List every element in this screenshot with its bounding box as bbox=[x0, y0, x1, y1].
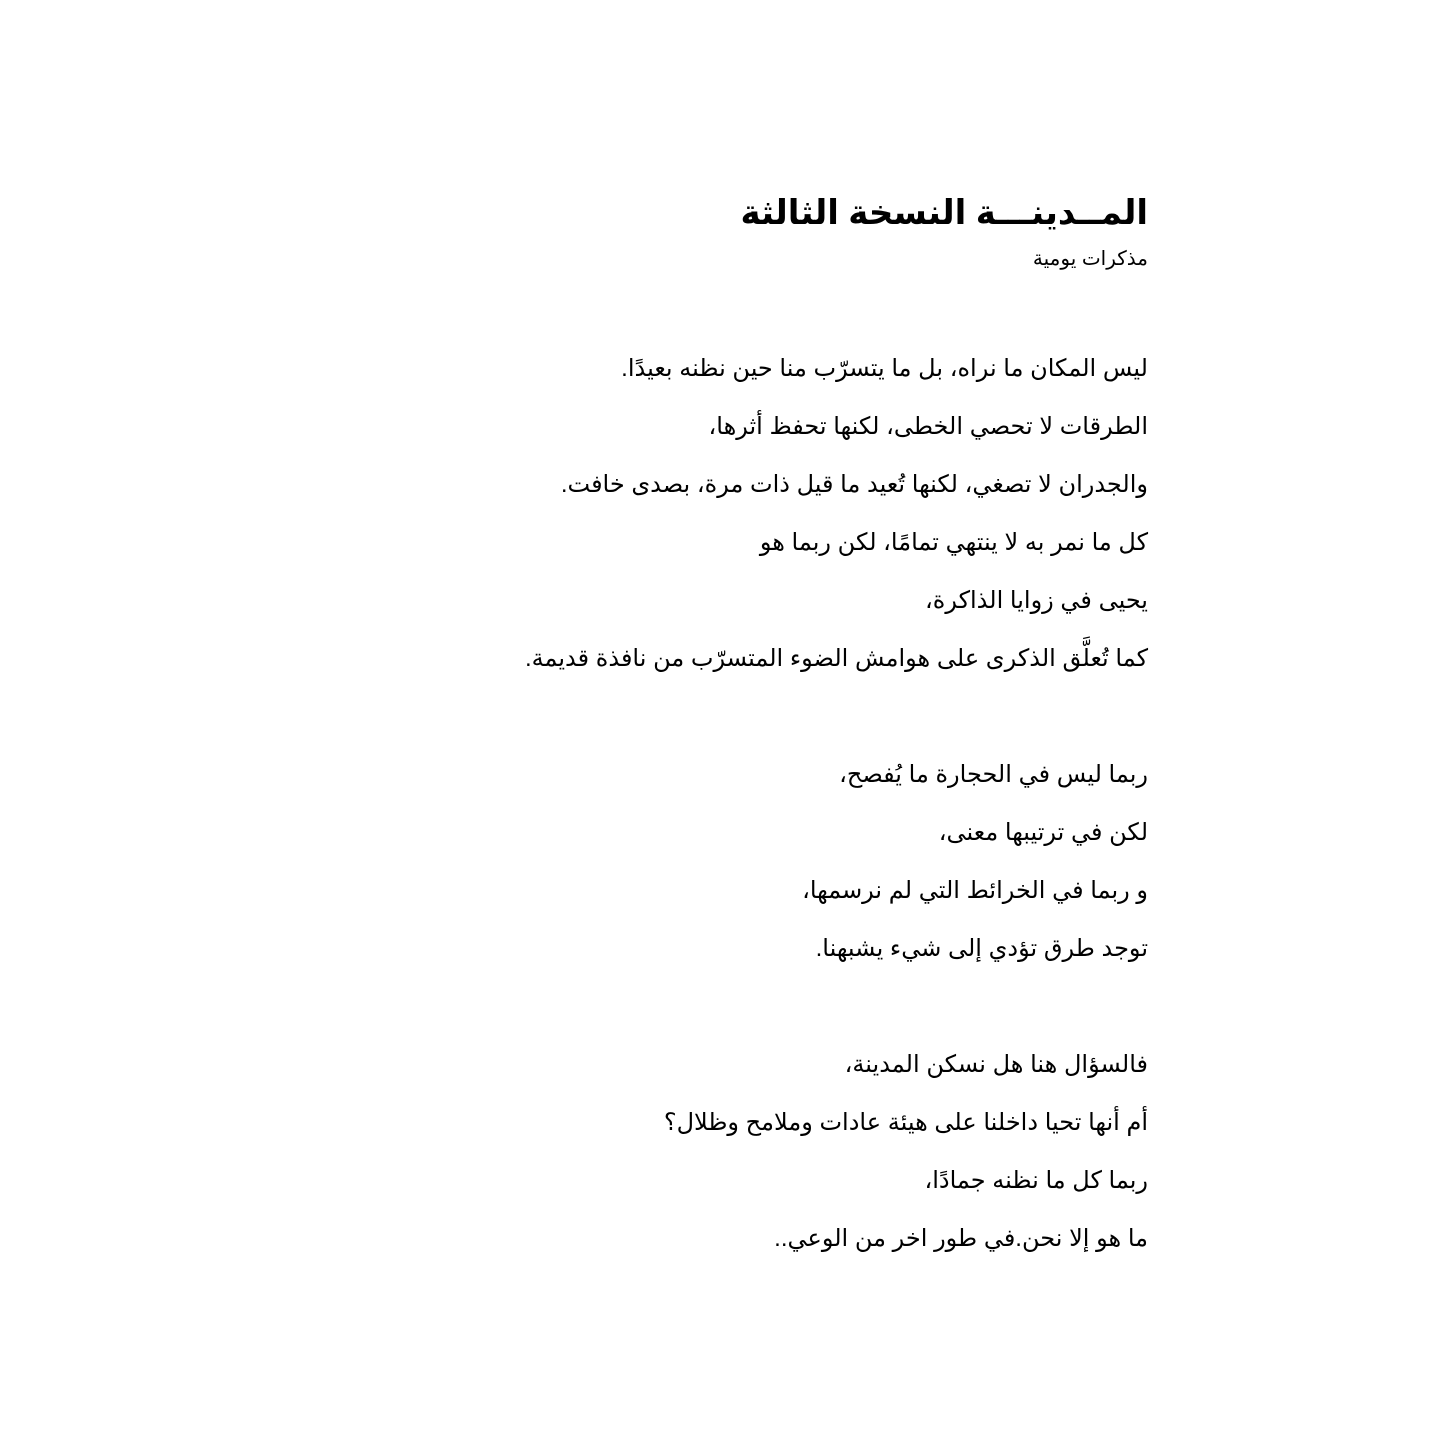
poem-line: ليس المكان ما نراه، بل ما يتسرّب منا حين نظنه بعيدًا. bbox=[621, 355, 1148, 382]
poem-line: فالسؤال هنا هل نسكن المدينة، bbox=[844, 1051, 1148, 1078]
page-title: المــدينـــة النسخة الثالثة bbox=[740, 194, 1148, 232]
poem-line: ما هو إلا نحن.في طور اخر من الوعي.. bbox=[774, 1225, 1148, 1252]
poem-line: ربما ليس في الحجارة ما يُفصح، bbox=[839, 761, 1148, 788]
poem-line: لكن في ترتيبها معنى، bbox=[938, 819, 1148, 846]
text-block bbox=[248, 188, 1148, 1268]
stanza bbox=[248, 1036, 1148, 1268]
poem-line: والجدران لا تصغي، لكنها تُعيد ما قيل ذات مرة، بصدى خافت. bbox=[560, 471, 1148, 498]
stanza bbox=[248, 746, 1148, 978]
poem-line: ربما كل ما نظنه جمادًا، bbox=[924, 1167, 1148, 1194]
poem-line: أم أنها تحيا داخلنا على هيئة عادات وملامح وظلال؟ bbox=[663, 1109, 1148, 1136]
poem-line: و ربما في الخرائط التي لم نرسمها، bbox=[802, 877, 1148, 904]
poem-line: الطرقات لا تحصي الخطى، لكنها تحفظ أثرها، bbox=[708, 413, 1148, 440]
poem-line: كل ما نمر به لا ينتهي تمامًا، لكن ربما هو bbox=[759, 529, 1148, 556]
page-subtitle: مذكرات يومية bbox=[1032, 248, 1148, 270]
stanza bbox=[248, 340, 1148, 688]
poem-line: كما تُعلَّق الذكرى على هوامش الضوء المتسرّب من نافذة قديمة. bbox=[524, 645, 1148, 672]
poem-line: يحيى في زوايا الذاكرة، bbox=[925, 587, 1148, 614]
poem-line: توجد طرق تؤدي إلى شيء يشبهنا. bbox=[815, 935, 1148, 962]
